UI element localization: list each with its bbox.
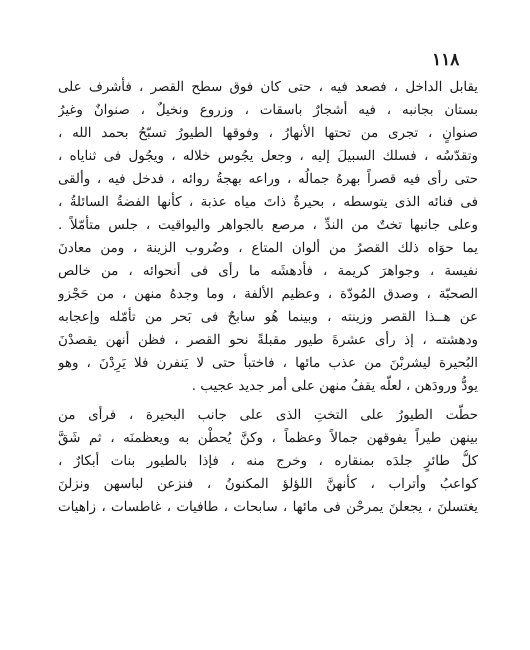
text-line: فى فنائه الذى يتوسطه ، بحيرةٌ ذاتَ مياه عذبة ، كأنها الفضةُ السائلةُ ، [58,195,478,210]
text-line: حتى رأى فيه قصراً بهرهُ جمالُه ، وراعه بهجةُ روائه ، فدخل فيه ، وألقى [58,172,478,187]
text-line: يقابل الداخل ، فصعد فيه ، حتى كان فوق سطح القصر ، فأشرف على [58,80,478,95]
text-line: وتقدّسُه ، فسلك السبيلَ إليه ، وجعل يجُوس خلاله ، ويجُول فى ثناياه ، [58,149,478,164]
text-line: بستان بجانبه ، فيه أشجارٌ باسقات ، وزروع ونخيلٌ ، صنوانٌ وغيرُ [58,103,478,118]
text-line: صنوانٍ ، تجرى من تحتها الأنهارُ ، وفوقها الطيورُ تسبّحُ بحمد الله ، [58,126,478,141]
text-line: نفيسة ، وجواهرَ كريمة ، فأدهشَه ما رأى فى أنحوائه ، من خالص [58,264,478,279]
text-line: البُحيرة ليشربْنَ من عذب مائها ، فاختبأ حتى لا يَنفرن فلا يَرِدْنَ ، وهو [58,356,478,371]
text-line: بينهن طيراً يفوقهن جمالاً وعظماً ، وكنَّ يُحطْن به ويعظمنَه ، ثم شَقَّ [58,431,478,446]
paragraph-1 [58,76,478,398]
text-line: يما حوَاه ذلك القصرُ من ألوان المتاع ، وضُروب الزينة ، ومن معادنَ [58,241,478,256]
text-line: عن هــذا القصر وزينته ، وبينما هُو سابحٌ فى بَحر من تأمّله وإعجابه [58,310,478,325]
text-line: ودهشته ، إذ رأى عشرةَ طيور مقبلةً نحو القصر ، فظن أنهن يقصدْنَ [58,333,478,348]
text-line: الصحبّة ، وصدق المُودّة ، وعظيم الألفة ، وما وجدهُ منهن ، من حَجْزو [58,287,478,302]
text-line: حطّت الطيورُ على التختِ الذى على جانب البحيرة ، فرأى من [58,408,478,423]
text-line: كواعبُ وأتراب ، كأنهنَّ اللؤلؤ المكنونُ ، فنزعن لباسهن ونزلنَ [58,477,478,492]
paragraph-2 [58,404,478,519]
text-line: كلُّ طائرٍ جلدَه بمنقاره ، وخرج منه ، فإذا بالطيور بنات أبكارٌ ، [58,454,478,469]
page-number: ١١٨ [432,50,460,70]
text-line: يودُّ ورودَهن ، لعلّه يقفُ منهن على أمر جديد عجيب . [191,379,478,394]
text-line: وعلى جانبها تختٌ من الندِّ ، مرصع بالجواهر واليواقيت ، جلس متأمّلاً . [58,218,478,233]
text-line: يغتسلنَ ، يجعلنَ يمرحْن فى مائها ، سابحات ، طافيات ، غاطسات ، زاهيات [58,500,478,515]
